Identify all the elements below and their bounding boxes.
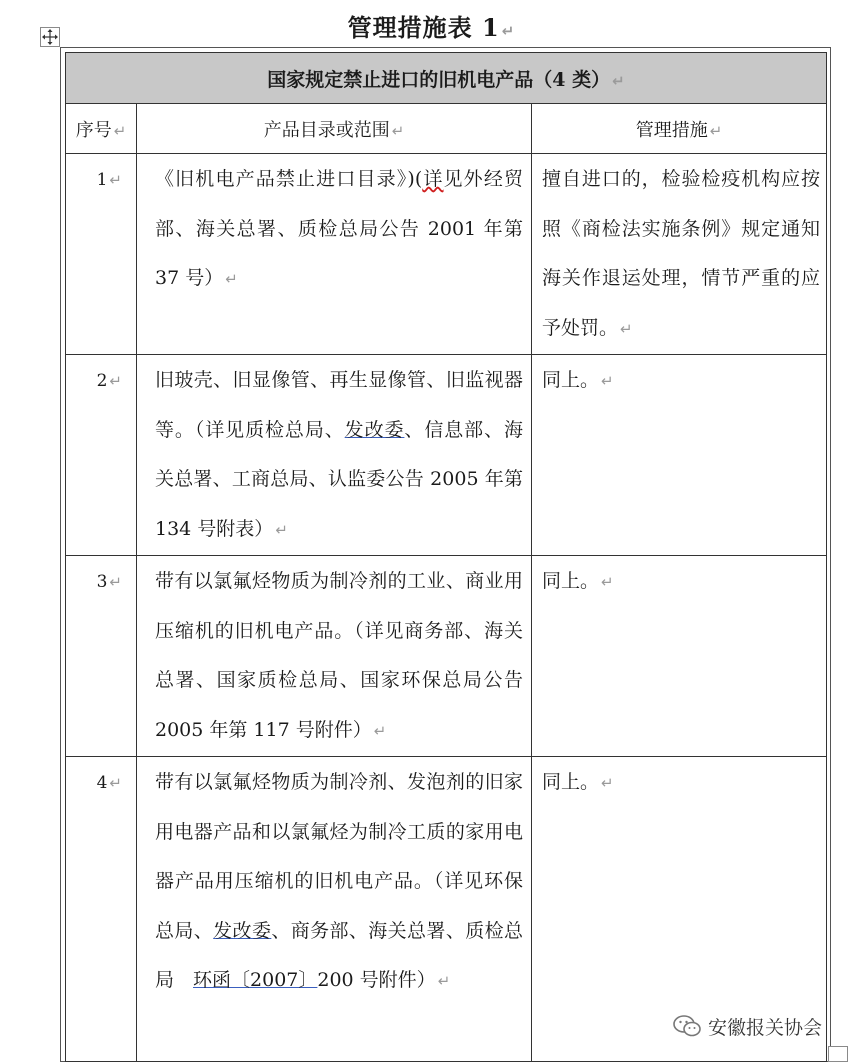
product-range-cell: 带有以氯氟烃物质为制冷剂的工业、商业用压缩机的旧机电产品。（详见商务部、海关总署、国家质检总局、国家环保总局公告 2005 年第 117 号附件） ↵ xyxy=(137,556,532,757)
table-resize-handle[interactable] xyxy=(828,1046,848,1062)
hyperlink-text[interactable]: 环函〔2007〕 xyxy=(193,969,318,991)
hyperlink-text[interactable]: 发改委 xyxy=(213,919,272,942)
hyperlink-text[interactable]: 发改委 xyxy=(344,418,405,441)
product-range-cell: 旧玻壳、旧显像管、再生显像管、旧监视器等。（详见质检总局、发改委、信息部、海关总署、工商总局、认监委公告 2005 年第 134 号附表） ↵ xyxy=(137,355,532,556)
row-number-cell: 2 ↵ xyxy=(66,355,137,556)
measure-cell: 同上。 ↵ xyxy=(532,757,827,1062)
column-header-range: 产品目录或范围 ↵ xyxy=(137,104,532,154)
table-row xyxy=(66,154,827,355)
table-header-cell: 国家规定禁止进口的旧机电产品（4 类） ↵ xyxy=(66,53,827,104)
watermark-text: 安徽报关协会 xyxy=(708,1016,823,1039)
paragraph-mark: ↵ xyxy=(501,22,516,40)
row-number-cell: 4 ↵ xyxy=(66,757,137,1062)
column-header-number: 序号 ↵ xyxy=(66,104,137,154)
account-watermark xyxy=(668,1006,826,1046)
row-number-cell: 3 ↵ xyxy=(66,556,137,757)
measures-table xyxy=(65,52,827,1062)
wechat-icon xyxy=(672,1013,702,1039)
measures-table-frame xyxy=(60,47,831,1062)
product-range-cell: 带有以氯氟烃物质为制冷剂、发泡剂的旧家用电器产品和以氯氟烃为制冷工质的家用电器产品用压缩机的旧机电产品。（详见环保总局、发改委、商务部、海关总署、质检总局 环函〔2007〕200 号附件） ↵ xyxy=(137,757,532,1062)
measure-cell: 同上。 ↵ xyxy=(532,355,827,556)
table-row xyxy=(66,355,827,556)
table-header-row xyxy=(66,53,827,104)
document-title: 管理措施表 1 ↵ xyxy=(347,13,516,42)
column-header-measure: 管理措施 ↵ xyxy=(532,104,827,154)
spellcheck-mark: 详 xyxy=(422,168,444,190)
measure-cell: 擅自进口的，检验检疫机构应按照《商检法实施条例》规定通知海关作退运处理，情节严重的应予处罚。 ↵ xyxy=(532,154,827,355)
column-header-row xyxy=(66,104,827,154)
table-row xyxy=(66,556,827,757)
product-range-cell: 《旧机电产品禁止进口目录》)(详见外经贸部、海关总署、质检总局公告 2001 年第 37 号） ↵ xyxy=(137,154,532,355)
measure-cell: 同上。 ↵ xyxy=(532,556,827,757)
row-number-cell: 1 ↵ xyxy=(66,154,137,355)
